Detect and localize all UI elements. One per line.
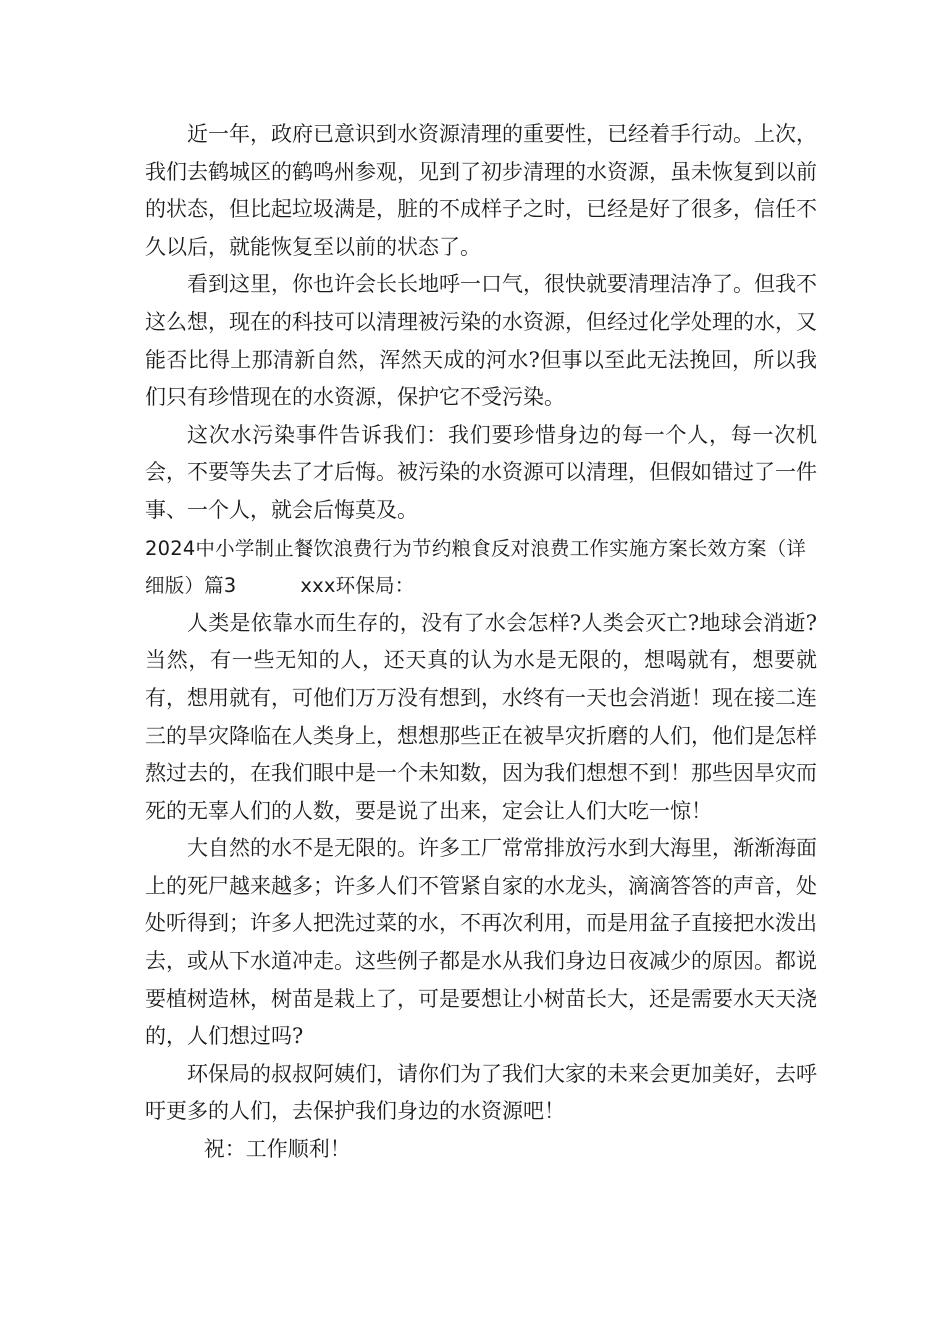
closing-line: 祝：工作顺利！	[203, 1137, 351, 1162]
paragraph-1: 近一年，政府已意识到水资源清理的重要性，已经着手行动。上次，我们去鹤城区的鹤鸣州参观，见到了初步清理的水资源，虽未恢复到以前的状态，但比起垃圾满是，脏的不成样子之时，已经是好了很多，信任不久以后，就能恢复至以前的状态了。	[145, 122, 817, 259]
paragraph-2: 看到这里，你也许会长长地呼一口气，很快就要清理洁净了。但我不这么想，现在的科技可以清理被污染的水资源，但经过化学处理的水，又能否比得上那清新自然，浑然天成的河水?但事以至此无法挽回，所以我们只有珍惜现在的水资源，保护它不受污染。	[145, 272, 817, 410]
letter-paragraph-2: 大自然的水不是无限的。许多工厂常常排放污水到大海里，渐渐海面上的死尸越来越多；许多人们不管紧自家的水龙头，滴滴答答的声音，处处听得到；许多人把洗过菜的水，不再次利用，而是用盆子直接把水泼出去，或从下水道冲走。这些例子都是水从我们身边日夜减少的原因。都说要植树造林，树苗是栽上了，可是要想让小树苗长大，还是需要水天天浇的，人们想过吗?	[145, 836, 817, 1049]
letter-paragraph-3: 环保局的叔叔阿姨们，请你们为了我们大家的未来会更加美好，去呼吁更多的人们，去保护我们身边的水资源吧！	[145, 1061, 817, 1124]
letter-paragraph-1: 人类是依靠水而生存的，没有了水会怎样?人类会灭亡?地球会消逝?当然，有一些无知的人，还天真的认为水是无限的，想喝就有，想要就有，想用就有，可他们万万没有想到，水终有一天也会消逝！现在接二连三的旱灾降临在人类身上，想想那些正在被旱灾折磨的人们，他们是怎样熬过去的，在我们眼中是一个未知数，因为我们想想不到！那些因旱灾而死的无辜人们的人数，要是说了出来，定会让人们大吃一惊！	[145, 610, 817, 823]
paragraph-3: 这次水污染事件告诉我们：我们要珍惜身边的每一个人，每一次机会，不要等失去了才后悔。被污染的水资源可以清理，但假如错过了一件事、一个人，就会后悔莫及。	[145, 422, 817, 522]
section-heading: 2024中小学制止餐饮浪费行为节约粮食反对浪费工作实施方案长效方案（详细版）篇3 xxx环保局：	[145, 536, 807, 598]
document-body	[145, 116, 817, 1169]
